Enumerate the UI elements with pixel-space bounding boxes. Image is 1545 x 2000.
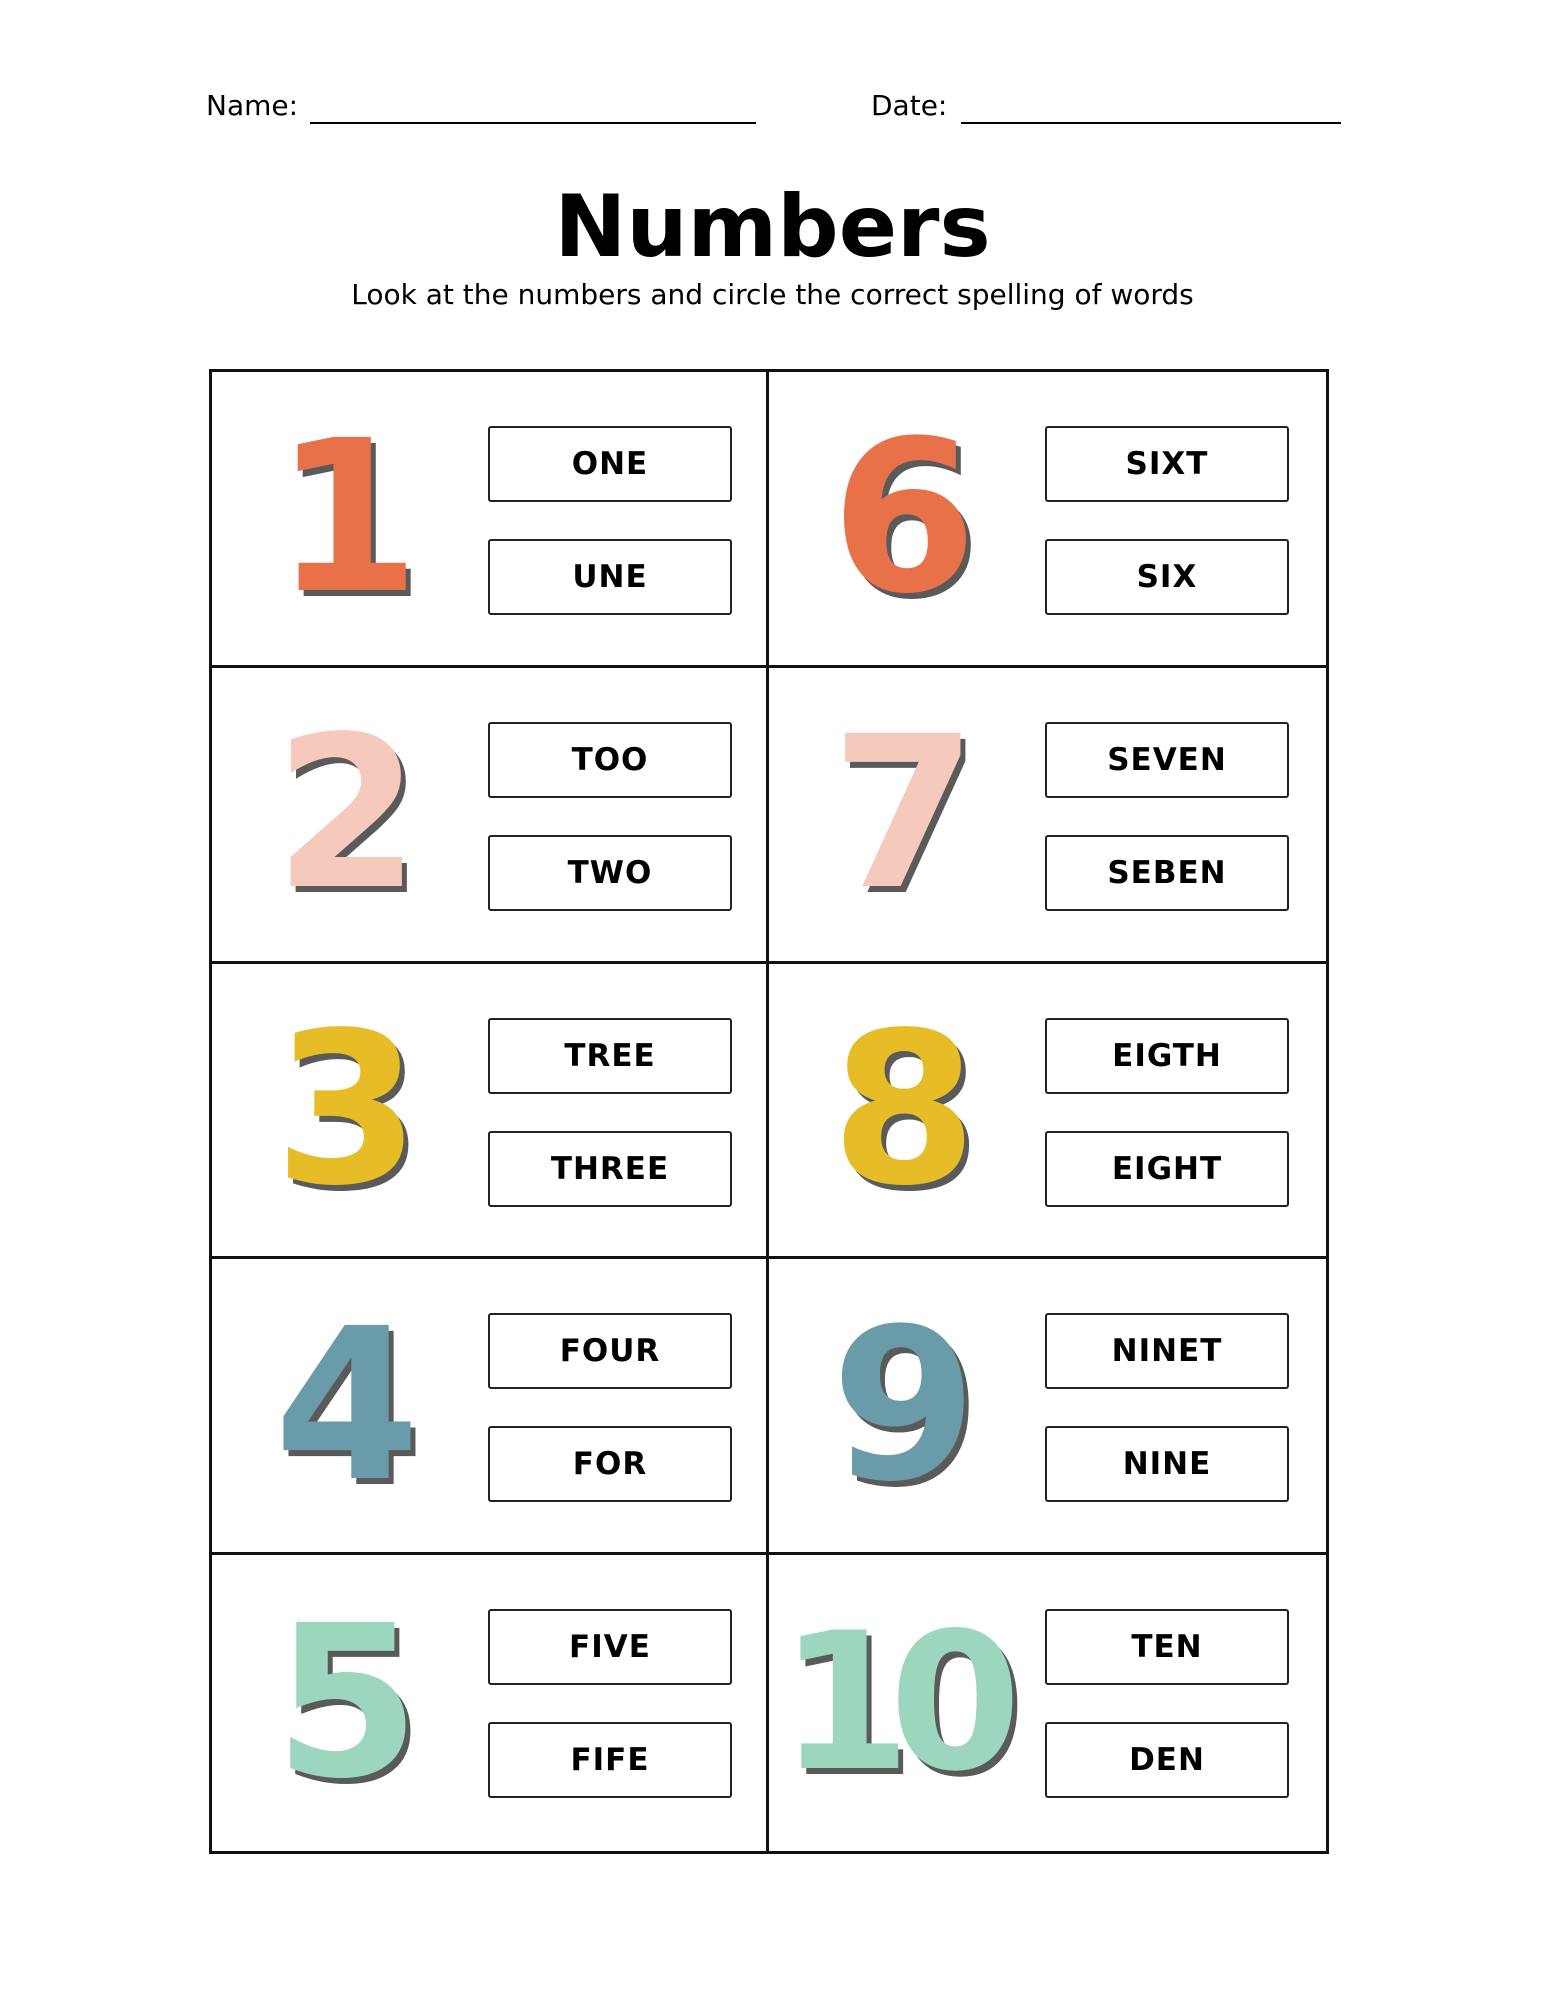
number-cell: [769, 1555, 1326, 1851]
spelling-option[interactable]: NINE: [1045, 1426, 1289, 1502]
number-cell: [212, 964, 769, 1260]
spelling-option[interactable]: EIGTH: [1045, 1018, 1289, 1094]
numeral: 1: [274, 395, 407, 641]
spelling-option[interactable]: FIFE: [488, 1722, 732, 1798]
number-cell: [769, 372, 1326, 668]
date-line[interactable]: [961, 122, 1341, 124]
number-cell: [769, 1259, 1326, 1555]
spelling-option[interactable]: SIX: [1045, 539, 1289, 615]
date-label: Date:: [871, 89, 948, 122]
number-cell: [212, 668, 769, 964]
spelling-option[interactable]: SEVEN: [1045, 722, 1289, 798]
numeral: 4: [274, 1282, 407, 1528]
numeral: 10: [779, 1592, 1000, 1814]
header-fields: [0, 86, 1545, 126]
spelling-option[interactable]: FOR: [488, 1426, 732, 1502]
spelling-option[interactable]: TOO: [488, 722, 732, 798]
spelling-option[interactable]: SEBEN: [1045, 835, 1289, 911]
spelling-option[interactable]: THREE: [488, 1131, 732, 1207]
spelling-option[interactable]: ONE: [488, 426, 732, 502]
number-cell: [769, 668, 1326, 964]
number-cell: [769, 964, 1326, 1260]
spelling-option[interactable]: DEN: [1045, 1722, 1289, 1798]
spelling-option[interactable]: FIVE: [488, 1609, 732, 1685]
number-cell: [212, 1555, 769, 1851]
numeral: 5: [274, 1580, 407, 1826]
name-label: Name:: [206, 89, 299, 122]
number-cell: [212, 1259, 769, 1555]
date-field[interactable]: [871, 86, 1341, 126]
numeral: 8: [831, 986, 964, 1232]
numeral: 7: [831, 691, 964, 937]
spelling-option[interactable]: TREE: [488, 1018, 732, 1094]
numbers-grid: [209, 369, 1329, 1854]
numeral: 9: [831, 1282, 964, 1528]
numeral: 6: [831, 395, 964, 641]
page-title: Numbers: [554, 177, 991, 277]
spelling-option[interactable]: SIXT: [1045, 426, 1289, 502]
spelling-option[interactable]: TEN: [1045, 1609, 1289, 1685]
name-line[interactable]: [310, 122, 756, 124]
spelling-option[interactable]: FOUR: [488, 1313, 732, 1389]
numeral: 2: [274, 691, 407, 937]
spelling-option[interactable]: EIGHT: [1045, 1131, 1289, 1207]
spelling-option[interactable]: NINET: [1045, 1313, 1289, 1389]
numeral: 3: [274, 986, 407, 1232]
number-cell: [212, 372, 769, 668]
spelling-option[interactable]: UNE: [488, 539, 732, 615]
instructions: Look at the numbers and circle the correct spelling of words: [351, 278, 1194, 311]
name-field[interactable]: [206, 86, 756, 126]
spelling-option[interactable]: TWO: [488, 835, 732, 911]
